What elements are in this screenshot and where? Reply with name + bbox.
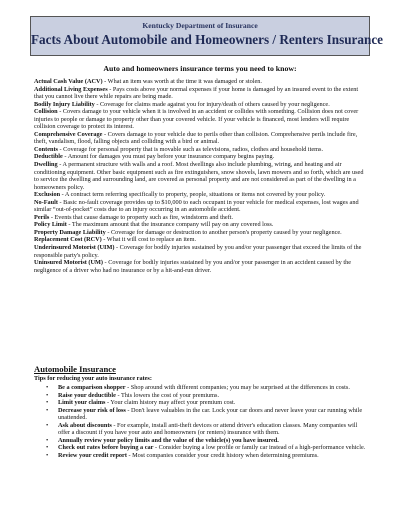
tip-item bbox=[46, 444, 370, 452]
tip-text: - Don't leave valuables in the car. Lock your car doors and never leave your car running while unattended. bbox=[58, 406, 363, 422]
term-entry bbox=[34, 259, 368, 274]
term-name: Deductible bbox=[34, 153, 63, 161]
tip-lead: Decrease your risk of loss bbox=[58, 406, 126, 414]
department-name: Kentucky Department of Insurance bbox=[142, 21, 258, 30]
document-title: Facts About Automobile and Homeowners / Renters Insurance bbox=[31, 32, 384, 47]
term-name: Perils bbox=[34, 213, 50, 221]
tip-item bbox=[46, 392, 370, 400]
term-name: Collision bbox=[34, 108, 58, 116]
term-definition: - What an item was worth at the time it was damaged or stolen. bbox=[102, 78, 262, 85]
term-name: Uninsured Motorist (UM) bbox=[34, 259, 103, 267]
tip-lead: Raise your deductible bbox=[58, 391, 116, 399]
tip-item bbox=[46, 407, 370, 422]
term-definition: - Covers damage to your vehicle when it is involved in an accident or collides with something. Collision does not cover injuries to people or damage to property other than your covered vehicle. If your vehicle is financed, most lenders will require collision coverage to protect its interest. bbox=[34, 108, 359, 131]
bullet-icon: • bbox=[46, 384, 49, 391]
term-definition: - Pays costs above your normal expenses if your home is damaged by an insured event to the extent that you cannot live there while repairs are being made. bbox=[34, 85, 359, 101]
tip-lead: Review your credit report bbox=[58, 451, 127, 459]
term-definition: - The maximum amount that the insurance company will pay on any covered loss. bbox=[66, 221, 274, 229]
term-name: Bodily Injury Liability bbox=[34, 100, 95, 108]
term-name: Contents bbox=[34, 145, 58, 153]
bullet-icon: • bbox=[46, 391, 49, 399]
term-entry bbox=[34, 153, 368, 161]
term-entry bbox=[34, 191, 368, 199]
tip-text: - Shop around with different companies; you may be surprised at the differences in costs. bbox=[125, 384, 350, 391]
tip-lead: Limit your claims bbox=[58, 399, 106, 407]
header-banner bbox=[30, 16, 384, 56]
term-entry bbox=[34, 229, 368, 237]
term-definition: - What it will cost to replace an item. bbox=[101, 236, 197, 244]
terms-list bbox=[34, 78, 368, 274]
term-definition: - Coverage for damage or destruction to another person's property caused by your negligence. bbox=[105, 228, 342, 236]
tip-text: - Most companies consider your credit history when determining premiums. bbox=[126, 451, 319, 459]
term-name: Property Damage Liability bbox=[34, 228, 106, 236]
term-definition: - Coverage for claims made against you for injury/death of others caused by your negligence. bbox=[94, 100, 330, 108]
tip-item bbox=[46, 422, 370, 437]
bullet-icon: • bbox=[46, 406, 49, 414]
term-definition: - Basic no-fault coverage provides up to $10,000 to each occupant in your vehicle for medical expenses, lost wages and similar “out-of-pocket” costs due to an injury occurring in an automobile accident. bbox=[34, 198, 359, 214]
tip-item bbox=[46, 384, 370, 392]
bullet-icon: • bbox=[46, 451, 49, 459]
term-name: Dwelling bbox=[34, 161, 58, 169]
term-entry bbox=[34, 101, 368, 109]
term-entry bbox=[34, 221, 368, 229]
term-definition: - Coverage for personal property that is movable such as televisions, radios, clothes and household items. bbox=[57, 145, 324, 153]
tip-item bbox=[46, 399, 370, 407]
term-entry bbox=[34, 236, 368, 244]
term-entry bbox=[34, 146, 368, 154]
tip-text: - For example, install anti-theft devices or attend driver's education classes. Many companies will offer a discount if you have your auto and homeowners (or renters) insurance with them. bbox=[58, 421, 358, 437]
term-definition: - A permanent structure with walls and a roof. Most dwellings also include plumbing, wiring, and heating and air conditioning equipment. Other basic equipment such as fire extinguishers, snow shovels, lawn mowers and so forth, which are used to service the dwelling and surrounding land, are covered as personal property and are not considered as part of the dwelling in a homeowners policy. bbox=[34, 161, 364, 191]
term-name: Exclusion bbox=[34, 191, 61, 199]
term-entry bbox=[34, 161, 368, 191]
tip-item bbox=[46, 452, 370, 460]
term-name: Underinsured Motorist (UIM) bbox=[34, 244, 115, 252]
tip-text: - Your claim history may affect your premium cost. bbox=[105, 399, 236, 407]
tip-lead: Ask about discounts bbox=[58, 421, 112, 429]
term-definition: - Amount for damages you must pay before your insurance company begins paying. bbox=[62, 153, 275, 161]
term-name: Policy Limit bbox=[34, 221, 67, 229]
tip-item bbox=[46, 437, 370, 445]
term-entry bbox=[34, 199, 368, 214]
auto-section-heading: Automobile Insurance bbox=[34, 364, 116, 374]
bullet-icon: • bbox=[46, 421, 49, 429]
term-entry bbox=[34, 108, 368, 131]
term-name: No-Fault bbox=[34, 198, 58, 206]
tip-lead: Check out rates before buying a car bbox=[58, 444, 154, 452]
term-entry bbox=[34, 86, 368, 101]
tip-text: - Consider buying a low profile or family car instead of a high-performance vehicle. bbox=[153, 444, 366, 452]
term-entry bbox=[34, 78, 368, 86]
term-definition: - Coverage for bodily injuries sustained by you and/or your passenger that exceed the limits of the responsible party's policy. bbox=[34, 244, 362, 259]
tip-lead: Annually review your policy limits and the value of the vehicle(s) you have insured. bbox=[58, 436, 279, 444]
term-name: Actual Cash Value (ACV) bbox=[34, 78, 103, 85]
term-entry bbox=[34, 131, 368, 146]
term-name: Additional Living Expenses bbox=[34, 85, 108, 93]
term-entry bbox=[34, 244, 368, 259]
bullet-icon: • bbox=[46, 399, 49, 407]
term-definition: - Events that cause damage to property such as fire, windstorm and theft. bbox=[49, 213, 234, 221]
tip-lead: Be a comparison shopper bbox=[58, 384, 126, 391]
term-definition: - Covers damage to your vehicle due to perils other than collision. Comprehensive perils include fire, theft, vandalism, flood, falling objects and colliding with a bird or animal. bbox=[34, 130, 358, 146]
term-definition: - A contract term referring specifically to property, people, situations or items not covered by your policy. bbox=[60, 191, 326, 199]
term-name: Replacement Cost (RCV) bbox=[34, 236, 102, 244]
term-name: Comprehensive Coverage bbox=[34, 130, 103, 138]
auto-tips-intro: Tips for reducing your auto insurance rates: bbox=[34, 375, 152, 382]
terms-subtitle: Auto and homeowners insurance terms you need to know: bbox=[103, 64, 297, 73]
bullet-icon: • bbox=[46, 436, 49, 444]
term-entry bbox=[34, 214, 368, 222]
auto-tips-list bbox=[46, 384, 370, 459]
tip-text: - This lowers the cost of your premiums. bbox=[115, 391, 220, 399]
bullet-icon: • bbox=[46, 444, 49, 452]
term-definition: - Coverage for bodily injuries sustained by you and/or your passenger in an accident caused by the negligence of a driver who had no insurance or by a hit-and-run driver. bbox=[34, 259, 352, 274]
